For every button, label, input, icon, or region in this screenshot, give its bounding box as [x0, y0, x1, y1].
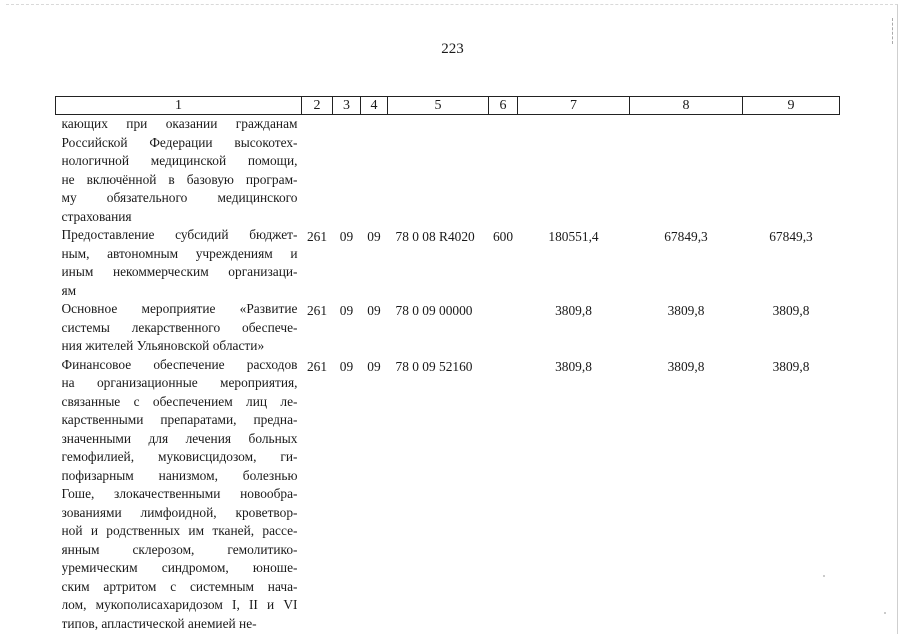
expense-type-cell: [489, 115, 518, 227]
column-header-5: 5: [388, 97, 489, 115]
target-article-cell: 78 0 08 R4020: [395, 229, 475, 244]
amount-year-2-cell: 67849,3: [664, 229, 708, 244]
description-line: системы лекарственного обеспече-: [61, 319, 298, 335]
scan-speck: [884, 612, 886, 614]
section-code-cell: 261: [306, 358, 328, 374]
description-line: зованиями лимфоидной, кроветвор-: [61, 504, 298, 520]
header-row: [56, 97, 840, 115]
description-cell: [56, 226, 302, 300]
description-line: карственными препаратами, предна-: [61, 412, 298, 427]
target-article-cell: 78 0 09 52160: [395, 358, 473, 374]
description-line: значенными для лечения больных: [61, 430, 298, 446]
amount-year-2-cell: 3809,8: [667, 303, 705, 318]
description-line: ным, автономным учреждениям и: [61, 245, 298, 261]
page-number: 223: [441, 41, 464, 57]
table-row: [56, 356, 840, 634]
table-row: [56, 300, 840, 356]
amount-year-1-cell: 3809,8: [555, 303, 592, 318]
table-row: [56, 115, 840, 227]
column-header-2: 2: [302, 97, 333, 115]
description-line: гемофилией, муковисцидозом, ги-: [61, 449, 298, 464]
amount-year-1-cell: 180551,4: [548, 229, 599, 244]
amount-year-3-cell: 67849,3: [769, 229, 813, 244]
table-row: [56, 226, 840, 300]
section-code-cell: [302, 115, 333, 227]
description-line: пофизарным нанизмом, болезнью: [61, 467, 298, 483]
column-header-7: 7: [518, 97, 630, 115]
description-line: уремическим синдромом, юноше-: [61, 560, 298, 575]
description-cell: [56, 356, 302, 634]
description-line: Предоставление субсидий бюджет-: [61, 227, 298, 242]
description-line: лом, мукополисахаридозом I, II и VI: [61, 597, 298, 612]
amount-year-3-cell: [743, 115, 840, 227]
description-line: ям: [61, 282, 77, 298]
expense-type-cell: [489, 300, 518, 356]
description-line: янным склерозом, гемолитико-: [61, 541, 298, 557]
description-line: ским артритом с системным нача-: [61, 578, 298, 594]
column-header-3: 3: [333, 97, 361, 115]
description-cell: [56, 115, 302, 227]
amount-year-2-cell: [630, 115, 743, 227]
description-cell: [56, 300, 302, 356]
description-line: связанные с обеспечением лиц ле-: [61, 393, 298, 409]
description-line: страхования: [61, 208, 132, 224]
amount-year-1-cell: [518, 115, 630, 227]
amount-year-1-cell: 3809,8: [555, 358, 592, 374]
target-article-cell: 78 0 09 00000: [395, 303, 473, 318]
column-header-8: 8: [630, 97, 743, 115]
amount-year-3-cell: 3809,8: [772, 358, 810, 374]
description-line: Российской Федерации высокотех-: [61, 134, 298, 150]
description-line: ния жителей Ульяновской области»: [61, 338, 265, 353]
column-header-6: 6: [489, 97, 518, 115]
description-line: нологичной медицинской помощи,: [61, 153, 298, 168]
subsection-code-cell: [333, 115, 361, 227]
description-line: му обязательного медицинского: [61, 190, 298, 205]
amount-year-2-cell: 3809,8: [667, 358, 705, 374]
table-body: [56, 115, 840, 634]
expense-type-cell: 600: [492, 229, 514, 244]
amount-year-3-cell: 3809,8: [772, 303, 810, 318]
description-line: иным некоммерческим организаци-: [61, 264, 298, 279]
column-header-4: 4: [361, 97, 388, 115]
description-line: Гоше, злокачественными новообра-: [61, 486, 298, 501]
description-line: Финансовое обеспечение расходов: [61, 356, 298, 372]
subsection-code-2-cell: 09: [367, 229, 381, 244]
budget-table: [55, 96, 840, 633]
section-code-cell: 261: [306, 229, 328, 244]
description-line: типов, апластической анемией не-: [61, 615, 257, 631]
expense-type-cell: [489, 356, 518, 634]
description-line: на организационные мероприятия,: [61, 375, 298, 390]
description-line: не включённой в базовую програм-: [61, 171, 298, 187]
description-line: кающих при оказании гражданам: [61, 116, 298, 131]
column-header-9: 9: [743, 97, 840, 115]
target-article-cell: [388, 115, 489, 227]
description-line: ной и родственных им тканей, рассе-: [61, 523, 298, 538]
description-line: Основное мероприятие «Развитие: [61, 301, 298, 316]
subsection-code-2-cell: [361, 115, 388, 227]
subsection-code-2-cell: 09: [367, 358, 381, 374]
subsection-code-cell: 09: [339, 229, 354, 244]
subsection-code-cell: 09: [339, 303, 354, 318]
subsection-code-2-cell: 09: [367, 303, 381, 318]
section-code-cell: 261: [306, 303, 328, 318]
column-header-1: 1: [56, 97, 302, 115]
subsection-code-cell: 09: [339, 358, 354, 374]
